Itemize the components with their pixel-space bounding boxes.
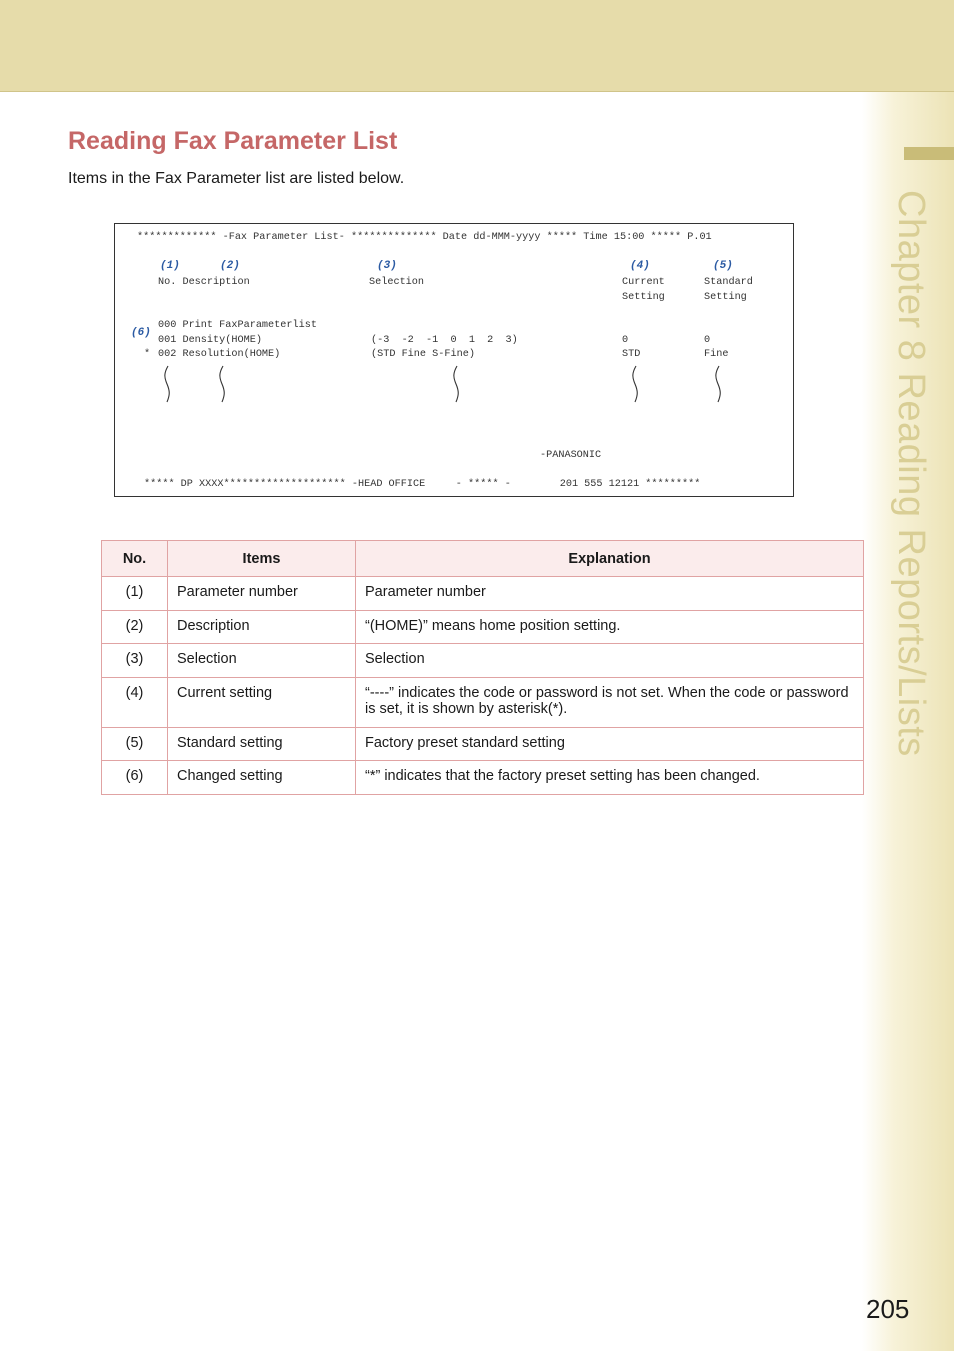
report-footer-line: ***** DP XXXX******************** -HEAD OFFICE - ***** - 201 555 12121 ********* [144, 479, 701, 490]
row-current: 0 [622, 335, 629, 346]
callout-4: (4) [630, 260, 650, 272]
continuation-brace-icon [713, 365, 725, 403]
row-explanation: “----” indicates the code or password is not set. When the code or password is set, it is shown by asterisk(*). [356, 677, 864, 727]
continuation-brace-icon [630, 365, 642, 403]
report-header-line: ************* -Fax Parameter List- ************** Date dd-MMM-yyyy ***** Time 15:00 ***** P.01 [137, 232, 712, 243]
row-item: Selection [168, 644, 356, 678]
row-item: Description [168, 610, 356, 644]
report-company: -PANASONIC [540, 450, 602, 461]
row-item: Changed setting [168, 761, 356, 795]
table-row [102, 761, 864, 795]
callout-5: (5) [713, 260, 733, 272]
row-current: STD [622, 349, 641, 360]
row-explanation: Parameter number [356, 577, 864, 611]
row-no: (4) [102, 677, 168, 727]
row-no: (5) [102, 727, 168, 761]
header-explanation: Explanation [356, 541, 864, 577]
row-mark [144, 319, 150, 334]
column-selection: Selection [369, 277, 425, 288]
table-row [102, 577, 864, 611]
callout-6: (6) [131, 327, 151, 339]
table-row [102, 610, 864, 644]
table-row [102, 677, 864, 727]
row-explanation: Selection [356, 644, 864, 678]
row-standard: Fine [704, 349, 729, 360]
row-mark [144, 334, 150, 349]
page-number: 205 [866, 1294, 910, 1324]
row-item: Current setting [168, 677, 356, 727]
table-header-row [102, 541, 864, 577]
header-items: Items [168, 541, 356, 577]
row-no: (1) [102, 577, 168, 611]
row-mark: * [144, 349, 151, 360]
continuation-brace-icon [451, 365, 463, 403]
column-standard-setting: Standard Setting [704, 277, 753, 303]
chapter-tab-marker [904, 147, 954, 160]
section-title: Reading Fax Parameter List [68, 127, 398, 155]
parameter-explanation-table [101, 540, 864, 795]
row-selection: (STD Fine S-Fine) [371, 349, 475, 360]
row-explanation: “*” indicates that the factory preset setting has been changed. [356, 761, 864, 795]
header-no: No. [102, 541, 168, 577]
row-line: 002 Resolution(HOME) [158, 349, 281, 360]
row-selection: (-3 -2 -1 0 1 2 3) [371, 335, 518, 346]
row-item: Standard setting [168, 727, 356, 761]
table-row [102, 727, 864, 761]
table-row [102, 644, 864, 678]
row-explanation: “(HOME)” means home position setting. [356, 610, 864, 644]
column-no-description: No. Description [158, 277, 250, 288]
row-line: 001 Density(HOME) [158, 335, 262, 346]
section-intro: Items in the Fax Parameter list are listed below. [68, 170, 405, 187]
row-no: (3) [102, 644, 168, 678]
row-standard: 0 [704, 335, 711, 346]
row-no: (2) [102, 610, 168, 644]
row-explanation: Factory preset standard setting [356, 727, 864, 761]
top-header-band [0, 0, 954, 92]
row-item: Parameter number [168, 577, 356, 611]
continuation-brace-icon [162, 365, 174, 403]
continuation-brace-icon [217, 365, 229, 403]
column-current-setting: Current Setting [622, 277, 665, 303]
row-no: (6) [102, 761, 168, 795]
row-line: 000 Print FaxParameterlist [158, 320, 317, 331]
callout-1: (1) [160, 260, 180, 272]
callout-3: (3) [377, 260, 397, 272]
chapter-title: Chapter 8 Reading Reports/Lists [890, 190, 932, 757]
callout-2: (2) [220, 260, 240, 272]
